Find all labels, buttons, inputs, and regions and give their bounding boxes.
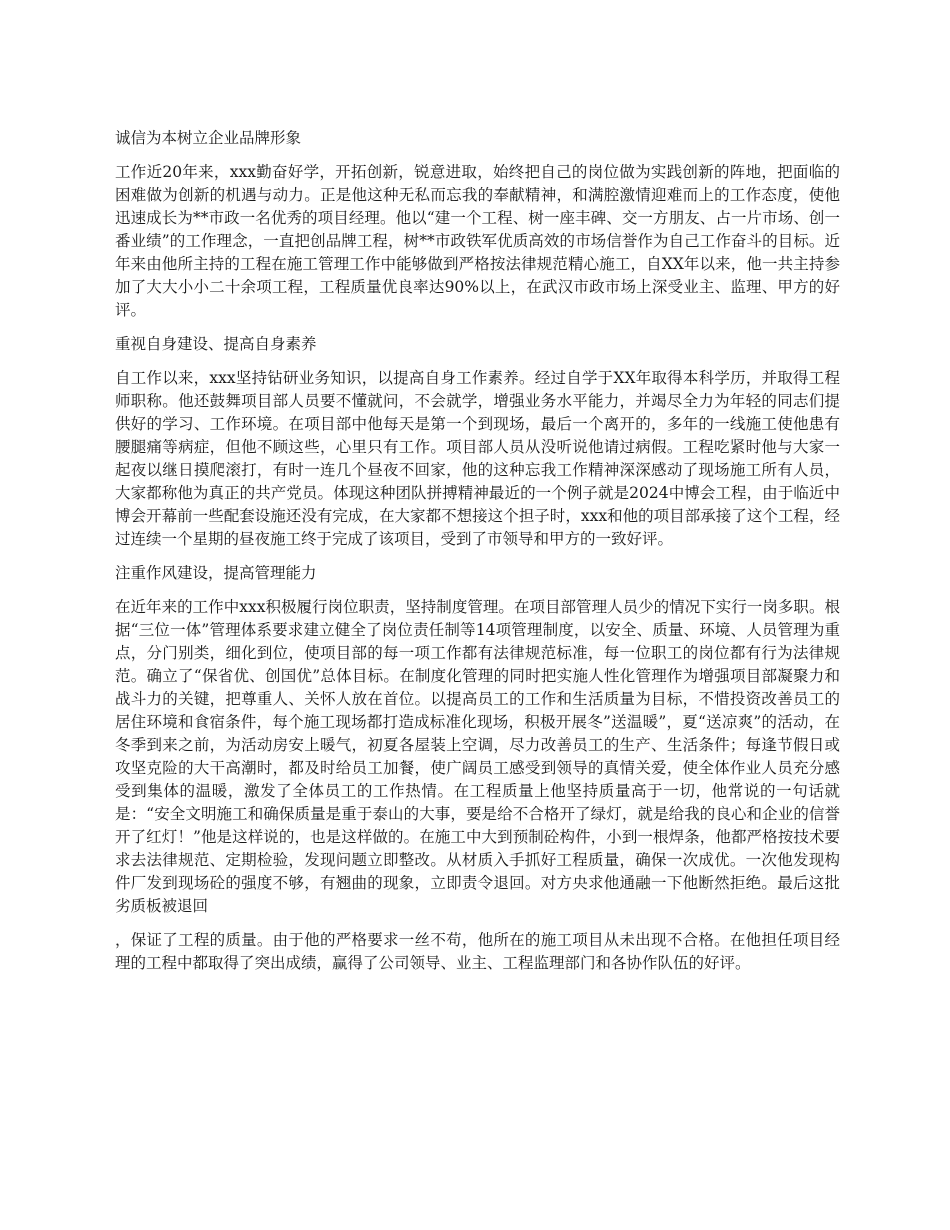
section-paragraph: 自工作以来，xxx坚持钻研业务知识，以提高自身工作素养。经过自学于XX年取得本科学历，并取得工程师职称。他还鼓舞项目部人员要不懂就问，不会就学，增强业务水平能力，并竭尽全力为年轻的同志们提供好的学习、工作环境。在项目部中他每天是第一个到现场，最后一个离开的，多年的一线施工使他患有腰腿痛等病症，但他不顾这些，心里只有工作。项目部人员从没听说他请过病假。工程吃紧时他与大家一起夜以继日摸爬滚打，有时一连几个昼夜不回家，他的这种忘我工作精神深深感动了现场施工所有人员，大家都称他为真正的共产党员。体现这种团队拼搏精神最近的一个例子就是2024中博会工程，由于临近中博会开幕前一些配套设施还没有完成，在大家都不想接这个担子时，xxx和他的项目部承接了这个工程，经过连续一个星期的昼夜施工终于完成了该项目，受到了市领导和甲方的一致好评。 xyxy=(115,369,840,548)
section-heading: 重视自身建设、提高自身素养 xyxy=(115,335,317,353)
section-paragraph: ，保证了工程的质量。由于他的严格要求一丝不苟，他所在的施工项目从未出现不合格。在他担任项目经理的工程中都取得了突出成绩，赢得了公司领导、业主、工程监理部门和各协作队伍的好评。 xyxy=(115,931,840,972)
section-heading: 诚信为本树立企业品牌形象 xyxy=(115,129,302,147)
section-management xyxy=(115,562,840,975)
section-heading: 注重作风建设，提高管理能力 xyxy=(115,564,317,582)
section-integrity xyxy=(115,127,840,322)
document-page xyxy=(115,127,840,986)
section-paragraph: 在近年来的工作中xxx积极履行岗位职责，坚持制度管理。在项目部管理人员少的情况下实行一岗多职。根据“三位一体”管理体系要求建立健全了岗位责任制等14项管理制度，以安全、质量、环境、人员管理为重点，分门别类，细化到位，使项目部的每一项工作都有法律规范标准，每一位职工的岗位都有行为法律规范。确立了“保省优、创国优”总体目标。在制度化管理的同时把实施人性化管理作为增强项目部凝聚力和战斗力的关键，把尊重人、关怀人放在首位。以提高员工的工作和生活质量为目标，不惜投资改善员工的居住环境和食宿条件，每个施工现场都打造成标准化现场，积极开展冬”送温暖”，夏“送凉爽”的活动，在冬季到来之前，为活动房安上暖气，初夏各屋装上空调，尽力改善员工的生产、生活条件；每逢节假日或攻坚克险的大干高潮时，都及时给员工加餐，使广阔员工感受到领导的真情关爱，使全体作业人员充分感受到集体的温暖，激发了全体员工的工作热情。在工程质量上他坚持质量高于一切，他常说的一句话就是：“安全文明施工和确保质量是重于泰山的大事，要是给不合格开了绿灯，就是给我的良心和企业的信誉开了红灯！”他是这样说的，也是这样做的。在施工中大到预制砼构件，小到一根焊条，他都严格按技术要求去法律规范、定期检验，发现问题立即整改。从材质入手抓好工程质量，确保一次成优。一次他发现构件厂发到现场砼的强度不够，有翘曲的现象，立即责令退回。对方央求他通融一下他断然拒绝。最后这批劣质板被退回 xyxy=(115,598,840,915)
section-paragraph: 工作近20年来，xxx勤奋好学，开拓创新，锐意进取，始终把自己的岗位做为实践创新的阵地，把面临的困难做为创新的机遇与动力。正是他这种无私而忘我的奉献精神，和满腔激情迎难而上的工作态度，使他迅速成长为**市政一名优秀的项目经理。他以“建一个工程、树一座丰碑、交一方朋友、占一片市场、创一番业绩”的工作理念，一直把创品牌工程，树**市政铁军优质高效的市场信誉作为自己工作奋斗的目标。近年来由他所主持的工程在施工管理工作中能够做到严格按法律规范精心施工，自XX年以来，他一共主持参加了大大小小二十余项工程，工程质量优良率达90%以上，在武汉市政市场上深受业主、监理、甲方的好评。 xyxy=(115,163,840,319)
section-self-development xyxy=(115,333,840,551)
